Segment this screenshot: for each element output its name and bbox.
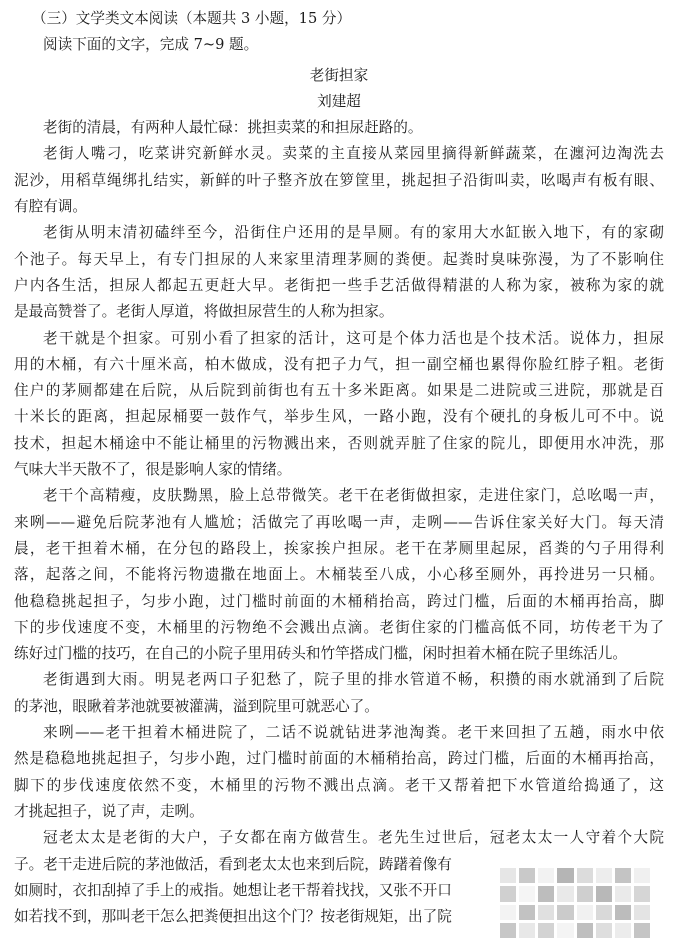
mosaic-tile: [519, 923, 535, 938]
mosaic-tile: [500, 905, 516, 920]
paragraph-3-line-3: 户内各生活，担尿人都起五更赶大早。老街把一些手艺活做得精湛的人称为家，被称为家的就: [14, 276, 664, 294]
mosaic-tile: [596, 923, 612, 938]
mosaic-tile: [557, 868, 573, 883]
paragraph-5-line-7: 练好过门槛的技巧，在自己的小院子里用砖头和竹竿搭成门槛，闲时担着木桶在院子里练活儿。: [14, 645, 627, 663]
mosaic-tile: [634, 905, 650, 920]
paragraph-8-line-1: 冠老太太是老街的大户，子女都在南方做营生。老先生过世后，冠老太太一人守着个大院: [43, 829, 664, 847]
paragraph-4-line-4: 十米长的距离，担起尿桶要一鼓作气，举步生风，一路小跑，没有个硬扎的身板儿可不中。说: [14, 408, 664, 426]
paragraph-8-line-3: 如厕时，衣扣刮掉了手上的戒指。她想让老干帮着找找，又张不开口: [14, 881, 452, 899]
mosaic-tile: [577, 923, 593, 938]
paragraph-7-line-3: 脚下的步伐速度依然不变，木桶里的污物不溅出点滴。老干又帮着把下水管道给捣通了，这: [14, 776, 664, 794]
mosaic-tile: [615, 868, 631, 883]
paragraph-4-line-2: 用的木桶，有六十厘米高，柏木做成，没有把子力气，担一副空桶也累得你脸红脖子粗。老街: [14, 355, 664, 373]
mosaic-tile: [634, 868, 650, 883]
mosaic-tile: [500, 868, 516, 883]
paragraph-4-line-1: 老干就是个担家。可别小看了担家的活计，这可是个体力活也是个技术活。说体力，担尿: [43, 329, 664, 347]
paragraph-8-line-4: 如若找不到，那叫老干怎么把粪便担出这个门？按老街规矩，出了院: [14, 908, 452, 926]
section-heading: （三）文学类文本阅读（本题共 3 小题，15 分）: [32, 10, 352, 27]
article-body: [14, 115, 664, 930]
mosaic-tile: [615, 886, 631, 901]
paragraph-1-line-1: 老街的清晨，有两种人最忙碌：挑担卖菜的和担尿赶路的。: [43, 119, 423, 137]
mosaic-tile: [538, 905, 554, 920]
mosaic-tile: [634, 923, 650, 938]
mosaic-tile: [519, 905, 535, 920]
paragraph-3-line-1: 老街从明末清初磕绊至今，沿街住户还用的是旱厕。有的家用大水缸嵌入地下，有的家砌: [43, 224, 664, 242]
mosaic-tile: [557, 886, 573, 901]
paragraph-4-line-3: 住户的茅厕都建在后院，从后院到前街也有五十多米距离。如果是二进院或三进院，那就是百: [14, 382, 664, 400]
paragraph-4-line-6: 气味大半天散不了，很是影响人家的情绪。: [14, 461, 292, 479]
article-title: 老街担家: [309, 66, 369, 84]
mosaic-tile: [538, 923, 554, 938]
pixelated-watermark: [500, 868, 650, 938]
mosaic-tile: [634, 886, 650, 901]
paragraph-4-line-5: 技术，担起木桶途中不能让桶里的污物溅出来，否则就弄脏了住家的院儿，即便用水冲洗，那: [14, 434, 664, 452]
mosaic-tile: [500, 923, 516, 938]
mosaic-tile: [577, 868, 593, 883]
paragraph-7-line-2: 然是稳稳地挑起担子，匀步小跑，过门槛时前面的木桶稍抬高，跨过门槛，后面的木桶再抬高，: [14, 750, 664, 768]
mosaic-tile: [596, 886, 612, 901]
paragraph-5-line-4: 落，起落之间，不能将污物遗撒在地面上。木桶装至八成，小心移至厕外，再拎进另一只桶。: [14, 566, 664, 584]
paragraph-7-line-1: 来咧——老干担着木桶进院了，二话不说就钻进茅池淘粪。老干来回担了五趟，雨水中依: [43, 724, 664, 742]
paragraph-2-line-2: 泥沙，用稻草绳绑扎结实，新鲜的叶子整齐放在箩筐里，挑起担子沿街叫卖，吆喝声有板有眼、: [14, 171, 664, 189]
paragraph-6-line-2: 的茅池，眼瞅着茅池就要被灌满，溢到院里可就恶心了。: [14, 697, 379, 715]
paragraph-5-line-1: 老干个高精瘦，皮肤黝黑，脸上总带微笑。老干在老街做担家，走进住家门，总吆喝一声，: [43, 487, 664, 505]
mosaic-tile: [519, 868, 535, 883]
paragraph-3-line-4: 是最高赞誉了。老街人厚道，将做担尿营生的人称为担家。: [14, 303, 394, 321]
paragraph-8-line-2: 子。老干走进后院的茅池做活，看到老太太也来到后院，踌躇着像有: [14, 855, 452, 873]
mosaic-tile: [538, 886, 554, 901]
mosaic-tile: [577, 905, 593, 920]
mosaic-tile: [615, 923, 631, 938]
paragraph-2-line-3: 有腔有调。: [14, 198, 87, 216]
paragraph-5-line-3: 晨，老干担着木桶，在分包的路段上，挨家挨户担尿。老干在茅厕里起尿，舀粪的勺子用得利: [14, 539, 664, 557]
mosaic-tile: [557, 905, 573, 920]
mosaic-tile: [538, 868, 554, 883]
instruction: 阅读下面的文字，完成 7~9 题。: [43, 36, 259, 54]
paragraph-3-line-2: 个池子。每天早上，有专门担尿的人来家里清理茅厕的粪便。起粪时臭味弥漫，为了不影响住: [14, 250, 664, 268]
mosaic-tile: [596, 905, 612, 920]
mosaic-tile: [557, 923, 573, 938]
mosaic-tile: [615, 905, 631, 920]
mosaic-tile: [577, 886, 593, 901]
paragraph-7-line-4: 才挑起担子，说了声，走咧。: [14, 802, 204, 820]
paragraph-6-line-1: 老街遇到大雨。明晃老两口子犯愁了，院子里的排水管道不畅，积攒的雨水就涌到了后院: [43, 671, 664, 689]
paragraph-5-line-5: 他稳稳挑起担子，匀步小跑，过门槛时前面的木桶稍抬高，跨过门槛，后面的木桶再抬高，脚: [14, 592, 664, 610]
paragraph-5-line-6: 下的步伐速度不变，木桶里的污物绝不会溅出点滴。老街住家的门槛高低不同，坊传老干为了: [14, 618, 664, 636]
mosaic-tile: [500, 886, 516, 901]
paragraph-5-line-2: 来咧——避免后院茅池有人尴尬；活做完了再吆喝一声，走咧——告诉住家关好大门。每天清: [14, 513, 664, 531]
mosaic-tile: [519, 886, 535, 901]
article-author: 刘建超: [317, 92, 361, 110]
paragraph-2-line-1: 老街人嘴刁，吃菜讲究新鲜水灵。卖菜的主直接从菜园里摘得新鲜蔬菜，在瀍河边淘洗去: [43, 145, 664, 163]
mosaic-tile: [596, 868, 612, 883]
